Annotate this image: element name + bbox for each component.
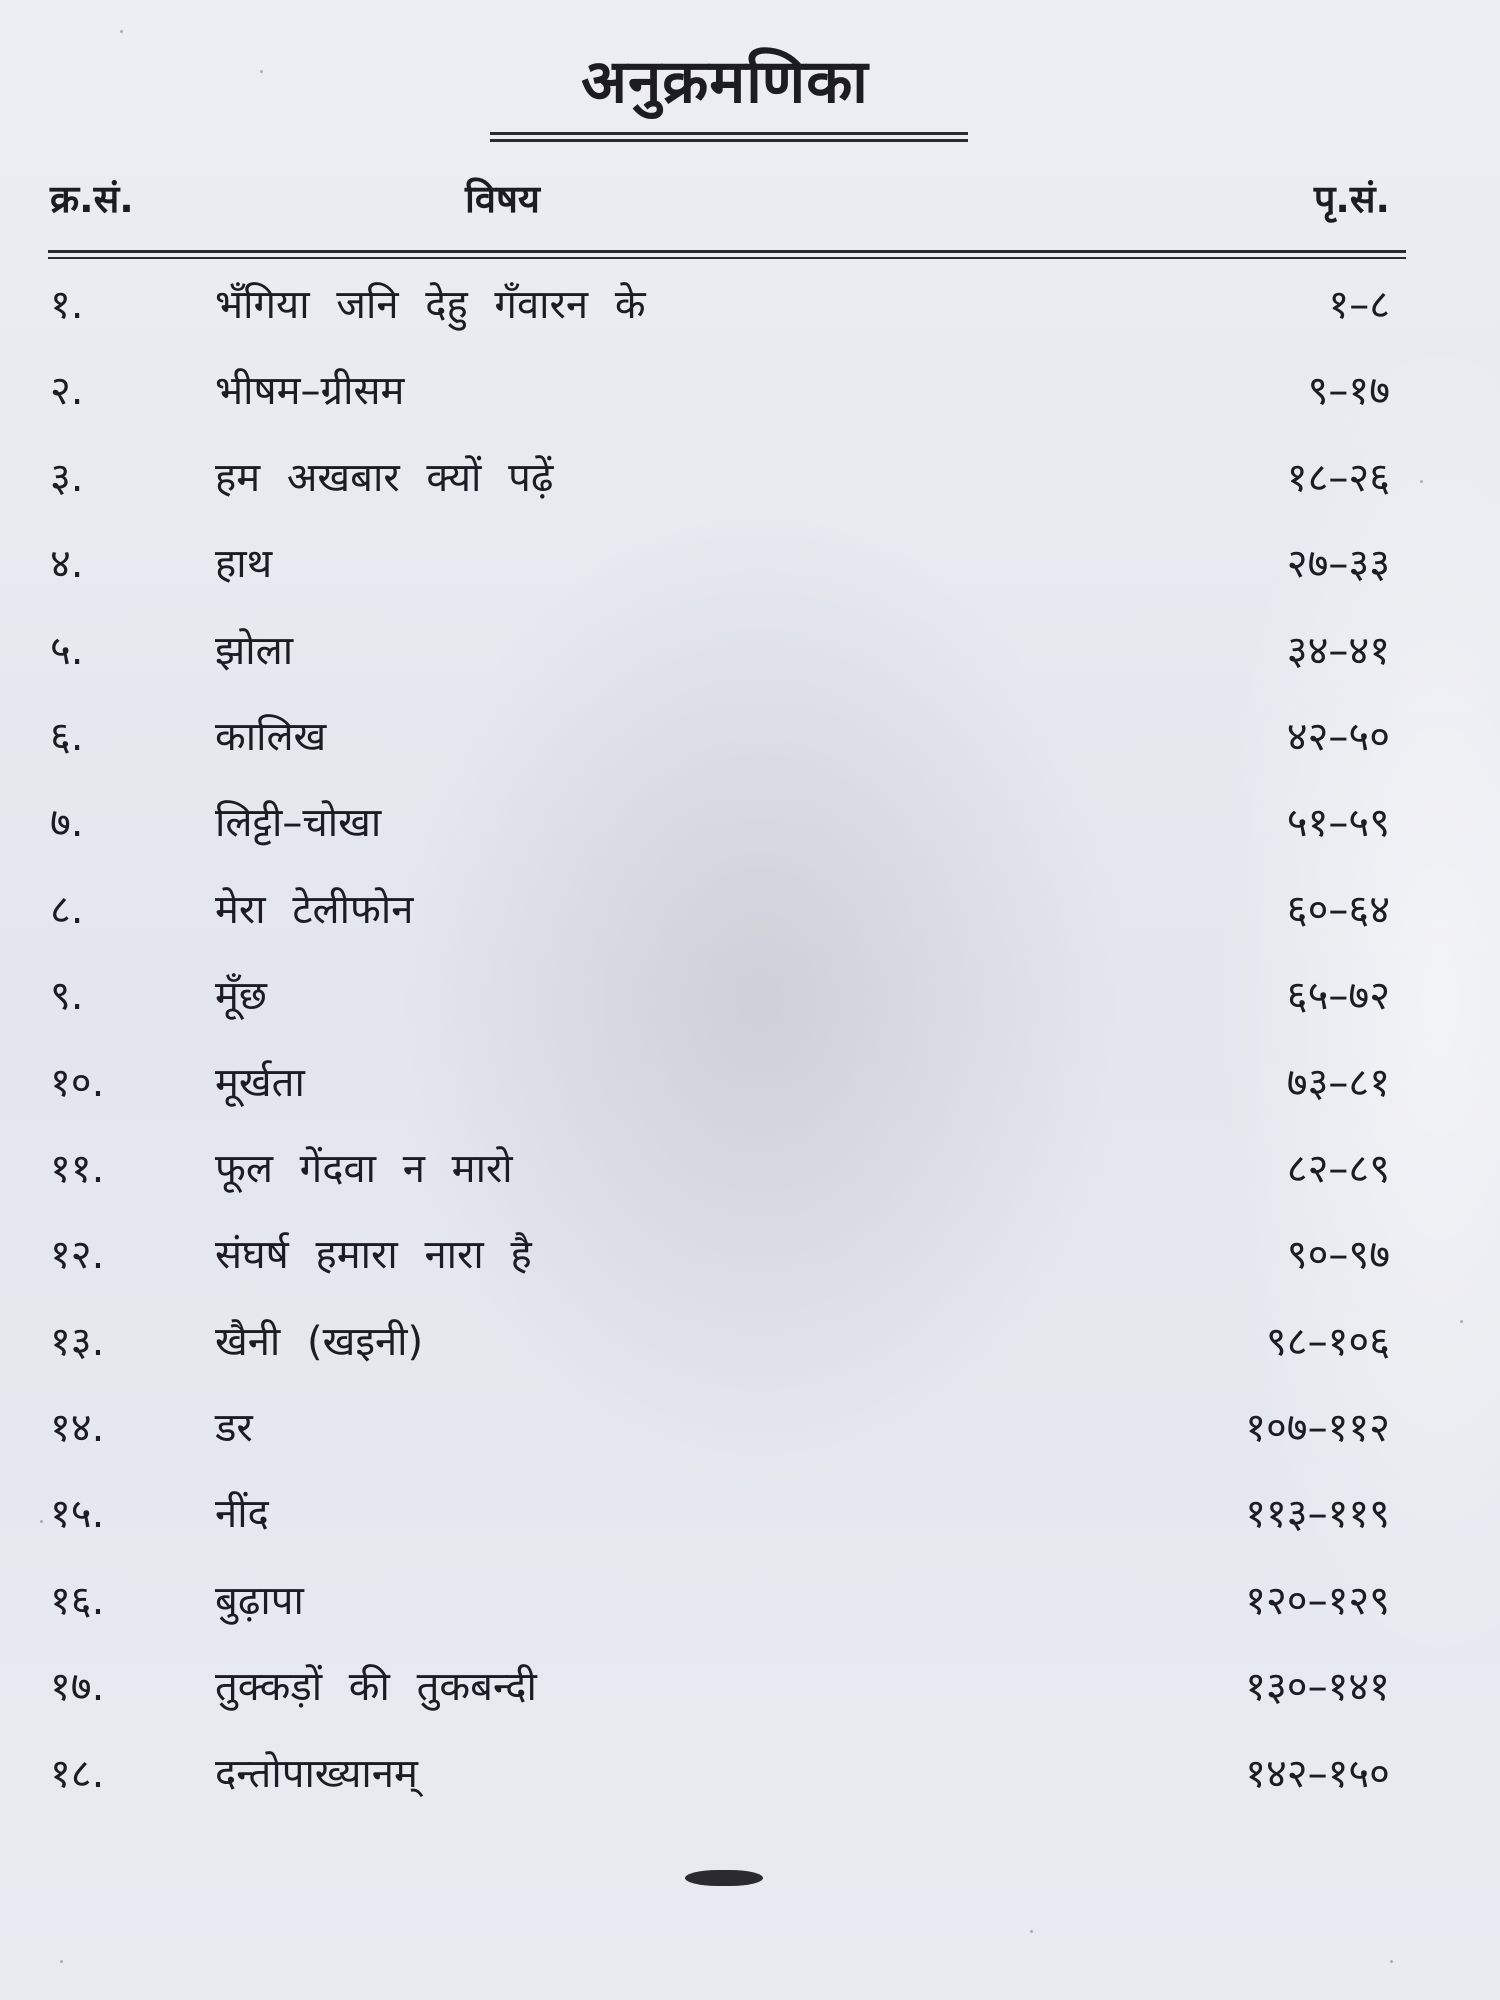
toc-list — [50, 275, 1390, 1830]
entry-number: ५. — [50, 627, 84, 674]
entry-number: ४. — [50, 541, 84, 588]
entry-pages: ५१–५९ — [1286, 800, 1390, 847]
entry-number: १४. — [50, 1405, 105, 1452]
entry-pages: १२०–१२९ — [1245, 1577, 1390, 1624]
entry-number: १६. — [50, 1577, 105, 1624]
entry-number: १८. — [50, 1750, 105, 1797]
entry-pages: ६५–७२ — [1286, 973, 1390, 1020]
header-serial-number: क्र.सं. — [50, 177, 134, 221]
entry-pages: १४२–१५० — [1245, 1750, 1390, 1797]
title-underline — [490, 132, 968, 142]
paper-speck — [60, 1960, 63, 1963]
entry-pages: १८–२६ — [1286, 454, 1390, 501]
entry-number: ६. — [50, 713, 84, 760]
page-title: अनुक्रमणिका — [581, 47, 869, 117]
entry-pages: १०७–११२ — [1245, 1405, 1390, 1452]
header-page-number: पृ.सं. — [1313, 177, 1390, 221]
entry-number: ७. — [50, 800, 84, 847]
entry-number: १०. — [50, 1059, 105, 1106]
paper-speck — [120, 30, 123, 33]
toc-entry — [50, 1139, 1390, 1225]
entry-number: ८. — [50, 886, 84, 933]
entry-topic: नींद — [215, 1491, 269, 1538]
entry-pages: १३०–१४१ — [1245, 1664, 1390, 1711]
header-topic: विषय — [465, 177, 540, 221]
entry-topic: भँगिया जनि देहु गँवारन के — [215, 282, 646, 328]
toc-entry — [50, 1484, 1390, 1570]
toc-header — [50, 172, 1390, 232]
entry-topic: हम अखबार क्यों पढ़ें — [215, 454, 554, 501]
entry-topic: फूल गेंदवा न मारो — [215, 1145, 513, 1192]
toc-entry — [50, 448, 1390, 534]
toc-entry — [50, 793, 1390, 879]
toc-entry — [50, 275, 1390, 361]
paper-speck — [1390, 1960, 1393, 1963]
toc-entry — [50, 621, 1390, 707]
entry-number: १३. — [50, 1318, 105, 1365]
entry-topic: भीषम–ग्रीसम — [215, 368, 405, 415]
toc-entry — [50, 1312, 1390, 1398]
entry-topic: डर — [215, 1405, 253, 1452]
paper-speck — [1460, 1320, 1463, 1323]
entry-topic: मेरा टेलीफोन — [215, 886, 414, 933]
toc-entry — [50, 966, 1390, 1052]
entry-pages: ३४–४१ — [1286, 627, 1390, 674]
entry-pages: ९०–९७ — [1286, 1232, 1390, 1279]
toc-entry — [50, 361, 1390, 447]
end-ornament — [685, 1870, 763, 1886]
entry-number: १. — [50, 282, 84, 328]
paper-speck — [1030, 1930, 1033, 1933]
entry-topic: दन्तोपाख्यानम् — [215, 1750, 418, 1797]
entry-pages: ८२–८९ — [1286, 1145, 1390, 1192]
entry-number: १७. — [50, 1664, 105, 1711]
toc-entry — [50, 1744, 1390, 1830]
entry-pages: ६०–६४ — [1286, 886, 1390, 933]
toc-entry — [50, 1398, 1390, 1484]
entry-number: २. — [50, 368, 84, 415]
toc-entry — [50, 707, 1390, 793]
toc-entry — [50, 1657, 1390, 1743]
entry-topic: बुढ़ापा — [215, 1577, 304, 1624]
paper-speck — [1420, 480, 1423, 483]
entry-topic: मूँछ — [215, 973, 267, 1020]
entry-pages: ९–१७ — [1307, 368, 1390, 415]
toc-entry — [50, 1053, 1390, 1139]
entry-topic: हाथ — [215, 541, 273, 588]
toc-entry — [50, 880, 1390, 966]
header-divider — [48, 250, 1406, 259]
paper-speck — [40, 1520, 43, 1523]
entry-topic: झोला — [215, 627, 294, 674]
entry-pages: १–८ — [1328, 282, 1390, 328]
entry-number: ११. — [50, 1145, 105, 1192]
toc-entry — [50, 1571, 1390, 1657]
toc-entry — [50, 1225, 1390, 1311]
entry-pages: ४२–५० — [1286, 713, 1390, 760]
entry-pages: ११३–११९ — [1245, 1491, 1390, 1538]
entry-topic: खैनी (खइनी) — [215, 1318, 424, 1365]
toc-entry — [50, 534, 1390, 620]
entry-pages: २७–३३ — [1286, 541, 1390, 588]
entry-topic: कालिख — [215, 713, 327, 760]
entry-number: ९. — [50, 973, 84, 1020]
entry-number: १२. — [50, 1232, 105, 1279]
entry-topic: लिट्टी–चोखा — [215, 800, 382, 847]
entry-pages: ७३–८१ — [1286, 1059, 1390, 1106]
entry-topic: तुक्कड़ों की तुकबन्दी — [215, 1664, 537, 1711]
entry-pages: ९८–१०६ — [1266, 1318, 1390, 1365]
entry-number: ३. — [50, 454, 84, 501]
entry-number: १५. — [50, 1491, 105, 1538]
entry-topic: मूर्खता — [215, 1059, 305, 1106]
entry-topic: संघर्ष हमारा नारा है — [215, 1232, 532, 1279]
